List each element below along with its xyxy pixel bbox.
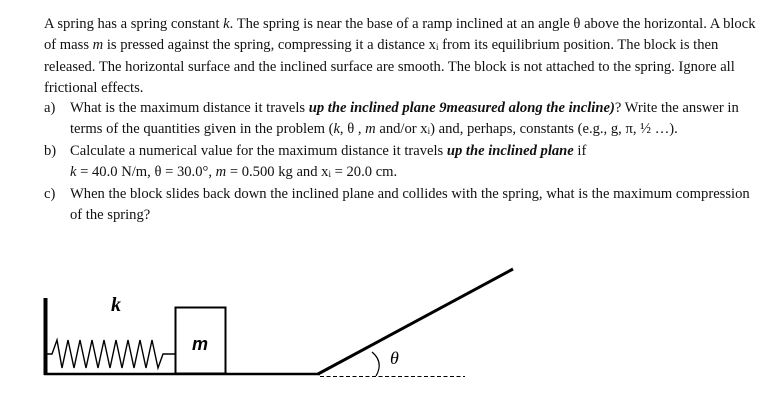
angle-arc xyxy=(372,352,379,376)
question-a-label: a) xyxy=(44,100,56,116)
question-b-label: b) xyxy=(44,143,57,159)
block-mass-label: m xyxy=(192,334,209,354)
spring-constant-label: k xyxy=(111,294,121,316)
question-c-text: When the block slides back down the inclined plane and collides with the spring, what is the maximum compression of the spring? xyxy=(70,186,750,223)
ramp xyxy=(318,269,513,374)
spring xyxy=(47,340,176,368)
question-a-text: What is the maximum distance it travels up the inclined plane 9measured along the incline)? Write the answer in terms of the quantities given in the problem (k, θ , m and/or xi) and, perhaps, constants (e.g., g, π, ½ …). xyxy=(70,100,739,137)
problem-intro: A spring has a spring constant k. The spring is near the base of a ramp inclined at an angle θ above the horizontal. A block of mass m is pressed against the spring, compressing it a distance xi from its equilibrium position. The block is then released. The horizontal surface and the inclined surface are smooth. The block is not attached to the spring. Ignore all frictional effects. xyxy=(44,16,756,96)
question-c-label: c) xyxy=(44,186,56,202)
question-b-values: k = 40.0 N/m, θ = 30.0°, m = 0.500 kg and xi = 20.0 cm. xyxy=(70,163,398,180)
angle-label: θ xyxy=(390,348,399,368)
question-b-text: Calculate a numerical value for the maximum distance it travels up the inclined plane if k = 40.0 N/m, θ = 30.0°, m = 0.500 kg and xi = 20.0 cm. xyxy=(70,141,756,184)
